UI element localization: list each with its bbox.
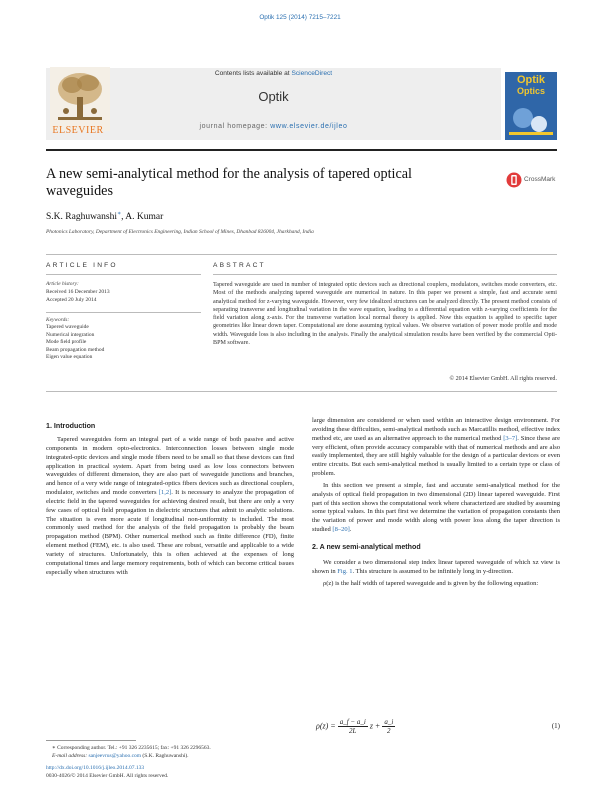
- email-label: E-mail address:: [52, 753, 89, 759]
- fraction-denominator: 2: [387, 727, 391, 735]
- equation-number: (1): [551, 722, 560, 730]
- paragraph-text: large dimension are considered or when used within an interactive design environment. For avoiding these difficulties, semi-analytical methods such as Marcatillis method, effective index method etc, are used as an alternative approach to the numerical method: [312, 417, 560, 442]
- abstract-text: Tapered waveguide are used in number of integrated optic devices such as directional couplers, modulators, switches mode converters, etc. Most of the methods analyzing tapered waveguide are numerical in nature. In this paper we present a simple, fast and accurate semi analytical method for z-varying waveguide. However, very few idealized structures can be analyzed directly. The present method consists of separating transverse and longitudinal variation in the wave equation, leading to a differential equation with z-varying coefficients for the field variation along z-axis. For the transverse variation local normal theory is applied. Now this equation is applied to specific taper geometries like linear down taper. Computational are done assuming typical values. We observe variation of power mode profile and mode width. Waveguide loss is also including in the analysis. Finally the analytical simulation results have been verified by the commercial Opti-BPM software.: [213, 282, 557, 347]
- elsevier-wordmark: ELSEVIER: [52, 125, 104, 136]
- article-history-label: Article history:: [46, 281, 79, 287]
- article-info-divider: [46, 274, 201, 275]
- author-name: , A. Kumar: [121, 212, 164, 223]
- crossmark-icon[interactable]: [506, 172, 522, 188]
- abstract-heading: ABSTRACT: [213, 262, 266, 269]
- email-suffix: (S.K. Raghuwanshi).: [141, 753, 189, 759]
- reference-link[interactable]: [3–7]: [503, 434, 518, 442]
- received-date: Received 16 December 2013: [46, 289, 110, 295]
- issn-line: 0030-4026/© 2014 Elsevier GmbH. All rights reserved.: [46, 773, 169, 779]
- email-footnote: [52, 752, 211, 760]
- fraction-numerator: a_i: [384, 718, 394, 726]
- contents-available-line: [46, 70, 501, 77]
- email-link[interactable]: sanjeevrus@yahoo.com: [88, 753, 142, 759]
- elsevier-tree-logo-icon: [50, 67, 110, 131]
- equation-fraction: [338, 718, 368, 735]
- equation-1: [312, 716, 560, 740]
- body-divider: [46, 391, 557, 392]
- contents-prefix: Contents lists available at: [214, 70, 292, 77]
- homepage-prefix: journal homepage:: [199, 123, 271, 130]
- reference-link[interactable]: [8–20]: [332, 526, 350, 534]
- doi-link[interactable]: http://dx.doi.org/10.1016/j.ijleo.2014.07.133: [46, 765, 145, 771]
- body-paragraph: [46, 436, 294, 578]
- cover-title: Optik: [516, 74, 546, 86]
- journal-cover-thumbnail[interactable]: [505, 72, 557, 140]
- sciencedirect-link[interactable]: ScienceDirect: [291, 70, 333, 77]
- author-name[interactable]: S.K. Raghuwanshi: [46, 212, 117, 223]
- paragraph-text: In this section we present a simple, fast and accurate semi-analytical method for the analysis of optical field propagation in two dimensional (2D) linear tapered waveguide. First part of this section shows the computational work where characterized are studied by assuming some typical values. In this part first we determine the variation of propagation constants then the variation of power and mode width along with power loss along the taper direction is studied: [312, 481, 560, 534]
- article-title: A new semi-analytical method for the analysis of tapered optical waveguides: [46, 166, 412, 199]
- paragraph-text: Tapered waveguides form an integral part of a wide range of both passive and active components in modern opto-electronics. Interconnection losses between single mode integrated-optic devices and single mode fibers need to be small so that these devices can find application in practical system. Apart from being used as low loss connectors between waveguides of different dimension, they are also part of waveguide junctions and branches, and hence of a very wide range of integrated-optics fibers devices such as directional couplers, modulator, switches and mode converters: [46, 436, 294, 497]
- fraction-denominator: 2L: [349, 727, 357, 735]
- footnote-divider: [46, 740, 136, 741]
- section-heading-method: 2. A new semi-analytical method: [312, 542, 421, 551]
- body-paragraph: [312, 417, 560, 479]
- paragraph-text: . This structure is assumed to be infinitely long in y-direction.: [352, 567, 514, 575]
- keyword-list: [46, 324, 104, 362]
- accepted-date: Accepted 20 July 2014: [46, 297, 97, 303]
- author-affiliation: Photonics Laboratory, Department of Electronics Engineering, Indian School of Mines, Dhanbad 826004, Jharkhand, India: [46, 229, 314, 235]
- body-paragraph: [312, 482, 560, 535]
- cover-art-icon: [505, 98, 557, 140]
- keyword-item: Beam propagation method: [46, 346, 105, 353]
- corresponding-author-footnote: ∗ Corresponding author. Tel.: +91 326 2235615; fax: +91 326 2296563.: [52, 745, 211, 751]
- keywords-divider: [46, 312, 201, 313]
- section-heading-introduction: 1. Introduction: [46, 422, 96, 430]
- equation-formula: [316, 718, 395, 735]
- equation-fraction: [382, 718, 395, 735]
- journal-citation[interactable]: Optik 125 (2014) 7215–7221: [259, 14, 341, 21]
- figure-link[interactable]: Fig. 1: [337, 567, 353, 575]
- section-divider: [46, 254, 557, 255]
- doi-block: [46, 764, 168, 780]
- body-paragraph: ρ(z) is the half width of tapered waveguide and is given by the following equation:: [323, 579, 539, 587]
- crossmark-label[interactable]: CrossMark: [524, 176, 556, 183]
- homepage-link[interactable]: www.elsevier.de/ijleo: [270, 123, 348, 130]
- article-info-heading: ARTICLE INFO: [46, 262, 118, 269]
- equation-middle: z +: [369, 721, 381, 731]
- author-line: [46, 210, 163, 222]
- keyword-item: Mode field profile: [46, 339, 87, 346]
- paragraph-text: .: [349, 526, 352, 534]
- corresponding-author-mark[interactable]: ∗: [117, 211, 122, 217]
- reference-link[interactable]: [1,2]: [158, 489, 172, 497]
- header-divider: [46, 149, 557, 151]
- paragraph-text: We consider a two dimensional step index linear tapered waveguide of which xz view is shown in: [312, 558, 560, 575]
- body-column-left: [46, 436, 294, 581]
- keyword-item: Eigen value equation: [46, 354, 93, 361]
- journal-homepage-line: [46, 123, 501, 130]
- equation-lhs: ρ(z) =: [316, 721, 336, 731]
- keyword-item: Tapered waveguide: [46, 324, 89, 330]
- keyword-item: Numerical integration: [46, 331, 95, 338]
- fraction-numerator: a_f − a_i: [339, 718, 366, 726]
- abstract-divider: [213, 274, 557, 275]
- body-column-right: [312, 417, 560, 591]
- abstract-copyright: © 2014 Elsevier GmbH. All rights reserved.: [449, 376, 557, 382]
- journal-name: Optik: [258, 89, 289, 104]
- cover-subtitle: Optics: [516, 86, 545, 96]
- paragraph-text: . Since these are very efficient, often provide accuracy comparable with that of numerical methods and are also easily implemented, they are still highly valuable for the design of a particular devices or even entire circuits. But each semi-analytical method is usually limited to a certain type or class of problem.: [312, 434, 560, 478]
- body-paragraph: [312, 559, 560, 577]
- paragraph-text: . It is necessary to analyze the propagation of electric field in the tapered waveguides for achieving desired result, but there are only a very few cases of optical field propagation in dielectric structures that admit to analytic solutions. The situation is even more acute if longitudinal non-uniformity is included. The most commonly used method for the analysis of the field propagation is probably the beam propagation method (BPM). Other numerical method such as finite difference (FD), finite element method (FEM), etc. is also used. These are robust, versatile and applicable to a wide variety of structures. Unfortunately, this is often achieved at the expenses of long computational times and large memory requirements, both of which can become critical issues especially when structures with: [46, 489, 294, 576]
- footnotes: [52, 744, 211, 760]
- keywords-label: Keywords:: [46, 317, 70, 323]
